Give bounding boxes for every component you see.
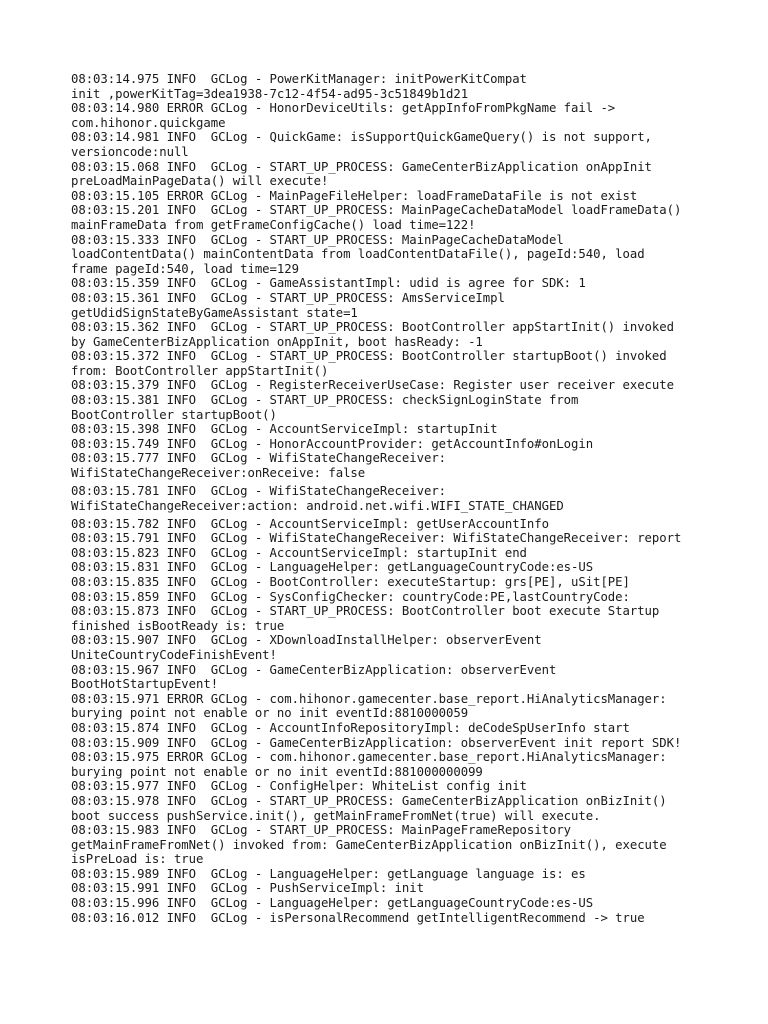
log-line: 08:03:15.333 INFO GCLog - START_UP_PROCESS: MainPageCacheDataModel	[71, 232, 564, 247]
log-text-block	[71, 72, 721, 925]
log-line: 08:03:15.398 INFO GCLog - AccountServiceImpl: startupInit	[71, 422, 498, 437]
log-line: 08:03:15.823 INFO GCLog - AccountServiceImpl: startupInit end	[71, 545, 527, 560]
log-line: 08:03:15.359 INFO GCLog - GameAssistantImpl: udid is agree for SDK: 1	[71, 276, 586, 291]
log-line: getMainFrameFromNet() invoked from: GameCenterBizApplication onBizInit(), execute	[71, 837, 667, 852]
log-line: WifiStateChangeReceiver:onReceive: false	[71, 466, 366, 481]
log-line: 08:03:15.361 INFO GCLog - START_UP_PROCESS: AmsServiceImpl	[71, 290, 505, 305]
log-line: 08:03:15.362 INFO GCLog - START_UP_PROCESS: BootController appStartInit() invoked	[71, 320, 674, 335]
log-line: 08:03:15.967 INFO GCLog - GameCenterBizApplication: observerEvent	[71, 662, 557, 677]
log-line: 08:03:16.012 INFO GCLog - isPersonalRecommend getIntelligentRecommend -> true	[71, 910, 645, 925]
log-line: 08:03:15.907 INFO GCLog - XDownloadInstallHelper: observerEvent	[71, 633, 542, 648]
log-line: 08:03:14.981 INFO GCLog - QuickGame: isSupportQuickGameQuery() is not support,	[71, 130, 652, 145]
log-line: burying point not enable or no init eventId:8810000059	[71, 706, 469, 721]
log-line: burying point not enable or no init eventId:881000000099	[71, 764, 483, 779]
log-line: init ,powerKitTag=3dea1938-7c12-4f54-ad95-3c51849b1d21	[71, 86, 469, 101]
log-line: 08:03:15.874 INFO GCLog - AccountInfoRepositoryImpl: deCodeSpUserInfo start	[71, 720, 630, 735]
log-line: 08:03:15.782 INFO GCLog - AccountServiceImpl: getUserAccountInfo	[71, 516, 549, 531]
log-line: 08:03:15.978 INFO GCLog - START_UP_PROCESS: GameCenterBizApplication onBizInit()	[71, 793, 667, 808]
log-line: 08:03:15.989 INFO GCLog - LanguageHelper: getLanguage language is: es	[71, 866, 586, 881]
log-line: frame pageId:540, load time=129	[71, 261, 299, 276]
log-line: 08:03:15.372 INFO GCLog - START_UP_PROCESS: BootController startupBoot() invoked	[71, 349, 667, 364]
log-line: 08:03:15.379 INFO GCLog - RegisterReceiverUseCase: Register user receiver execute	[71, 378, 674, 393]
log-line: 08:03:15.749 INFO GCLog - HonorAccountProvider: getAccountInfo#onLogin	[71, 436, 594, 451]
log-line: BootController startupBoot()	[71, 407, 277, 422]
log-line: loadContentData() mainContentData from loadContentDataFile(), pageId:540, load	[71, 247, 645, 262]
log-line: mainFrameData from getFrameConfigCache() load time=122!	[71, 217, 476, 232]
log-line: 08:03:15.777 INFO GCLog - WifiStateChangeReceiver:	[71, 451, 447, 466]
log-line: WifiStateChangeReceiver:action: android.net.wifi.WIFI_STATE_CHANGED	[71, 498, 564, 513]
log-line: 08:03:15.983 INFO GCLog - START_UP_PROCESS: MainPageFrameRepository	[71, 823, 572, 838]
log-line: getUdidSignStateByGameAssistant state=1	[71, 305, 358, 320]
log-line: com.hihonor.quickgame	[71, 115, 226, 130]
log-line: finished isBootReady is: true	[71, 618, 285, 633]
log-line: 08:03:15.781 INFO GCLog - WifiStateChangeReceiver:	[71, 484, 447, 499]
log-line: 08:03:15.859 INFO GCLog - SysConfigChecker: countryCode:PE,lastCountryCode:	[71, 589, 630, 604]
log-line: 08:03:15.971 ERROR GCLog - com.hihonor.gamecenter.base_report.HiAnalyticsManager:	[71, 691, 667, 706]
log-line: preLoadMainPageData() will execute!	[71, 174, 329, 189]
log-line: 08:03:15.977 INFO GCLog - ConfigHelper: WhiteList config init	[71, 779, 527, 794]
log-line: 08:03:15.996 INFO GCLog - LanguageHelper: getLanguageCountryCode:es-US	[71, 896, 594, 911]
log-line: 08:03:15.835 INFO GCLog - BootController: executeStartup: grs[PE], uSit[PE]	[71, 575, 630, 589]
log-line: 08:03:15.831 INFO GCLog - LanguageHelper: getLanguageCountryCode:es-US	[71, 560, 594, 575]
log-line: 08:03:14.975 INFO GCLog - PowerKitManager: initPowerKitCompat	[71, 72, 527, 86]
log-line: UniteCountryCodeFinishEvent!	[71, 647, 277, 662]
log-line: BootHotStartupEvent!	[71, 677, 219, 692]
log-line: 08:03:15.201 INFO GCLog - START_UP_PROCESS: MainPageCacheDataModel loadFrameData()	[71, 203, 682, 218]
log-line: 08:03:15.381 INFO GCLog - START_UP_PROCESS: checkSignLoginState from	[71, 393, 579, 408]
log-line: 08:03:15.873 INFO GCLog - START_UP_PROCESS: BootController boot execute Startup	[71, 604, 660, 619]
log-line: boot success pushService.init(), getMainFrameFromNet(true) will execute.	[71, 808, 601, 823]
log-line: from: BootController appStartInit()	[71, 363, 329, 378]
log-line: 08:03:15.791 INFO GCLog - WifiStateChangeReceiver: WifiStateChangeReceiver: report	[71, 531, 682, 546]
log-line: 08:03:14.980 ERROR GCLog - HonorDeviceUtils: getAppInfoFromPkgName fail ->	[71, 101, 616, 116]
log-line: 08:03:15.105 ERROR GCLog - MainPageFileHelper: loadFrameDataFile is not exist	[71, 188, 638, 203]
log-line: isPreLoad is: true	[71, 852, 204, 867]
log-line: versioncode:null	[71, 144, 189, 159]
log-line: 08:03:15.909 INFO GCLog - GameCenterBizApplication: observerEvent init report SDK!	[71, 735, 682, 750]
log-line: 08:03:15.068 INFO GCLog - START_UP_PROCESS: GameCenterBizApplication onAppInit	[71, 159, 652, 174]
log-line: 08:03:15.975 ERROR GCLog - com.hihonor.gamecenter.base_report.HiAnalyticsManager:	[71, 750, 667, 765]
log-line: by GameCenterBizApplication onAppInit, boot hasReady: -1	[71, 334, 483, 349]
log-line: 08:03:15.991 INFO GCLog - PushServiceImpl: init	[71, 881, 424, 896]
